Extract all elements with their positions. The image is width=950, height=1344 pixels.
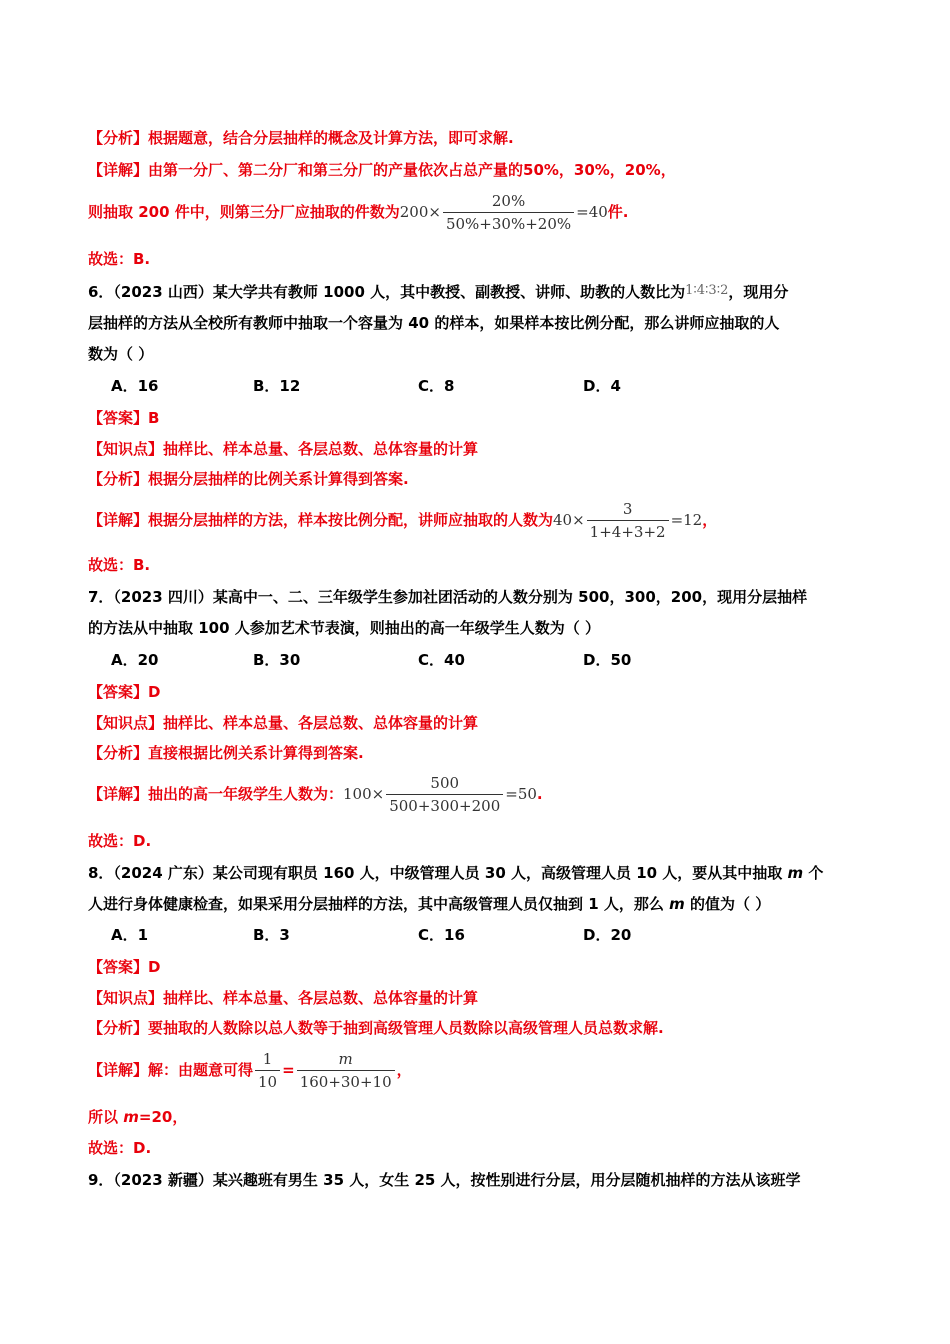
q7-option-a: A．20 <box>111 651 159 669</box>
q5-fraction-numerator: 20% <box>443 192 574 213</box>
q6-fraction-denominator: 1+4+3+2 <box>589 523 666 541</box>
q7-detail-suffix: . <box>536 785 543 803</box>
q9-stem-line1: 9．（2023 新疆）某兴趣班有男生 35 人，女生 25 人，按性别进行分层，用分层随机抽样的方法从该班学 <box>88 1171 801 1189</box>
q7-analysis: 【分析】直接根据比例关系计算得到答案. <box>88 744 364 762</box>
q6-option-b: B．12 <box>253 377 301 395</box>
q5-detail-line2 <box>88 191 628 233</box>
q8-stem-text-2: 人进行身体健康检查，如果采用分层抽样的方法，其中高级管理人员仅抽到 1 人，那么 <box>88 895 670 913</box>
q7-fraction <box>386 774 503 815</box>
q6-knowledge: 【知识点】抽样比、样本总量、各层总数、总体容量的计算 <box>88 440 479 458</box>
q6-stem-text: 6．（2023 山西）某大学共有教师 1000 人，其中教授、副教授、讲师、助教的人数比为 <box>88 283 686 301</box>
q8-stem-text-2-end: 的值为（ ） <box>684 895 771 913</box>
q8-option-d: D．20 <box>583 926 632 944</box>
q8-stem-line2 <box>88 894 770 914</box>
q6-choice: 故选：B. <box>88 556 151 574</box>
q6-option-c: C．8 <box>418 377 455 395</box>
q8-detail <box>88 1049 412 1091</box>
q8-fraction-2-numerator: m <box>297 1050 395 1071</box>
q8-fraction-2 <box>297 1050 395 1091</box>
q7-knowledge: 【知识点】抽样比、样本总量、各层总数、总体容量的计算 <box>88 714 479 732</box>
q5-fraction <box>443 192 574 233</box>
q8-variable-m-2: m <box>669 895 685 913</box>
q6-stem-line3: 数为（ ） <box>88 345 154 363</box>
q5-detail-text: 则抽取 200 件中，则第三分厂应抽取的件数为 <box>88 203 400 221</box>
q5-choice: 故选：B. <box>88 250 151 268</box>
q7-option-c: C．40 <box>418 651 465 669</box>
q8-variable-m: m <box>787 864 804 882</box>
q6-fraction-numerator: 3 <box>587 500 669 521</box>
q8-option-c: C．16 <box>418 926 465 944</box>
q6-analysis: 【分析】根据分层抽样的比例关系计算得到答案. <box>88 470 409 488</box>
q8-knowledge: 【知识点】抽样比、样本总量、各层总数、总体容量的计算 <box>88 989 479 1007</box>
q8-result <box>88 1107 187 1127</box>
q6-ratio: 1∶4∶3∶2 <box>685 283 729 298</box>
q8-choice: 故选：D. <box>88 1139 152 1157</box>
q7-option-b: B．30 <box>253 651 301 669</box>
q8-fraction-1-numerator: 1 <box>255 1050 280 1071</box>
q6-option-a: A．16 <box>111 377 159 395</box>
q8-option-a: A．1 <box>111 926 149 944</box>
q6-option-d: D．4 <box>583 377 621 395</box>
q5-detail-suffix: 件. <box>607 203 629 221</box>
q8-fraction-2-denominator: 160+30+10 <box>299 1073 392 1091</box>
q5-fraction-denominator: 50%+30%+20% <box>445 215 572 233</box>
q6-stem-text-end: ，现用分 <box>728 283 789 301</box>
q8-analysis: 【分析】要抽取的人数除以总人数等于抽到高级管理人员数除以高级管理人员总数求解. <box>88 1019 664 1037</box>
q6-detail <box>88 499 717 541</box>
q6-math-lhs: 40× <box>553 511 585 529</box>
q8-detail-suffix: ， <box>396 1061 412 1079</box>
q5-math-lhs: 200× <box>399 203 441 221</box>
q7-stem-line1: 7．（2023 四川）某高中一、二、三年级学生参加社团活动的人数分别为 500，300，200，现用分层抽样 <box>88 588 808 606</box>
q5-detail-line1: 【详解】由第一分厂、第二分厂和第三分厂的产量依次占总产量的50%，30%，20%， <box>88 161 676 179</box>
q7-detail-text: 【详解】抽出的高一年级学生人数为： <box>88 785 344 803</box>
q7-fraction-numerator: 500 <box>386 774 503 795</box>
q8-fraction-1-denominator: 10 <box>258 1073 278 1091</box>
q7-detail <box>88 773 543 815</box>
q8-stem-line1 <box>88 863 823 883</box>
q6-answer: 【答案】B <box>88 409 160 427</box>
q8-result-text: 所以 <box>88 1108 124 1126</box>
q7-math-lhs: 100× <box>343 785 385 803</box>
q7-answer: 【答案】D <box>88 683 161 701</box>
q8-fraction-1 <box>255 1050 280 1091</box>
q8-equals: = <box>282 1061 295 1079</box>
q8-result-value: =20， <box>138 1108 188 1126</box>
q6-detail-text: 【详解】根据分层抽样的方法，样本按比例分配，讲师应抽取的人数为 <box>88 511 554 529</box>
q8-result-variable: m <box>123 1108 139 1126</box>
q7-fraction-denominator: 500+300+200 <box>389 797 501 815</box>
q5-math-result: =40 <box>576 203 608 221</box>
q8-stem-text-end: 个 <box>803 864 824 882</box>
q7-choice: 故选：D. <box>88 832 152 850</box>
q5-analysis: 【分析】根据题意，结合分层抽样的概念及计算方法，即可求解. <box>88 129 514 147</box>
q6-stem-line2: 层抽样的方法从全校所有教师中抽取一个容量为 40 的样本，如果样本按比例分配，那么讲师应抽取的人 <box>88 314 780 332</box>
q6-detail-suffix: ， <box>702 511 718 529</box>
q8-stem-text: 8．（2024 广东）某公司现有职员 160 人，中级管理人员 30 人，高级管理人员 10 人，要从其中抽取 <box>88 864 788 882</box>
q7-stem-line2: 的方法从中抽取 100 人参加艺术节表演，则抽出的高一年级学生人数为（ ） <box>88 619 600 637</box>
q6-stem-line1 <box>88 281 788 302</box>
q8-option-b: B．3 <box>253 926 290 944</box>
q8-detail-text: 【详解】解：由题意可得 <box>88 1061 254 1079</box>
q7-option-d: D．50 <box>583 651 632 669</box>
q7-math-result: =50 <box>505 785 537 803</box>
q8-answer: 【答案】D <box>88 958 161 976</box>
q6-math-result: =12 <box>670 511 703 529</box>
q6-fraction <box>587 500 669 541</box>
